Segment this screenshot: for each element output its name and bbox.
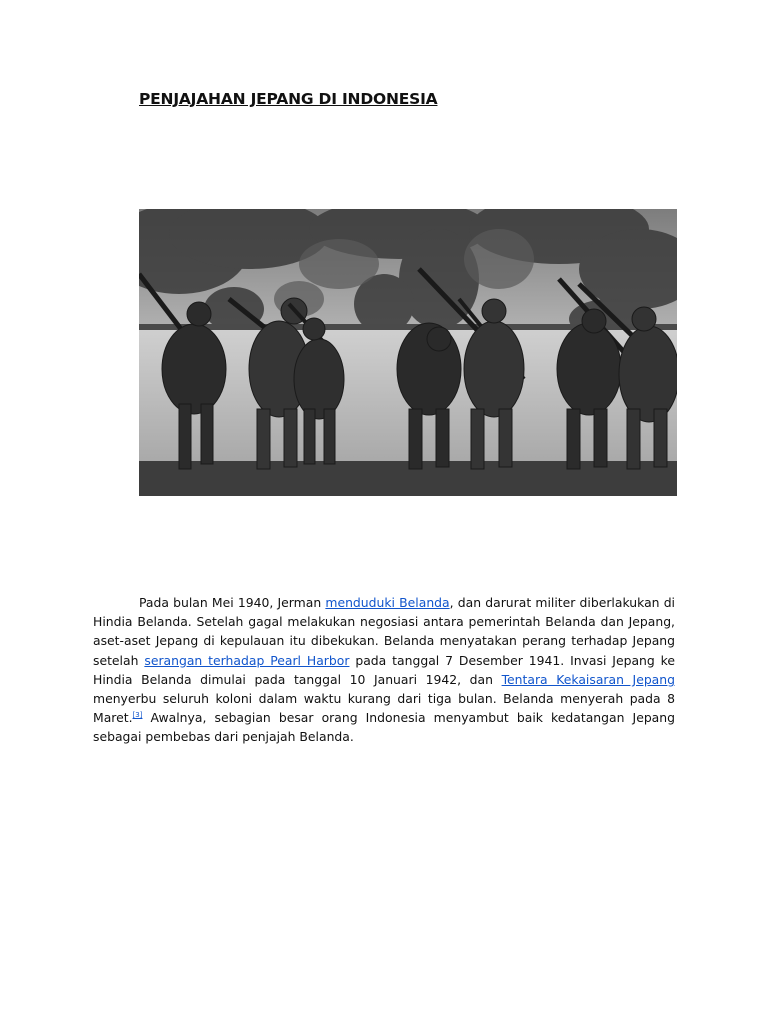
footnote-ref bbox=[133, 711, 143, 719]
paragraph-text-1: Pada bulan Mei 1940, Jerman bbox=[139, 595, 326, 610]
paragraph-text-5: Awalnya, sebagian besar orang Indonesia menyambut baik kedatangan Jepang sebagai pembebas dari penjajah Belanda. bbox=[93, 710, 675, 745]
footnote-link[interactable]: [3] bbox=[132, 711, 143, 720]
link-tentara-kekaisaran-jepang[interactable]: Tentara Kekaisaran Jepang bbox=[501, 671, 675, 687]
document-title: PENJAJAHAN JEPANG DI INDONESIA bbox=[139, 90, 438, 108]
paragraph-text-3: pada tanggal 7 Desember 1941. Invasi Jepang ke Hindia Belanda dimulai pada tanggal 10 Januari 1942, dan bbox=[93, 652, 676, 687]
paragraph-text-4: menyerbu seluruh koloni dalam waktu kurang dari tiga bulan. Belanda menyerah pada 8 Maret. bbox=[93, 691, 675, 726]
body-paragraph bbox=[93, 593, 675, 747]
link-menduduki-belanda[interactable]: menduduki Belanda bbox=[325, 595, 450, 610]
link-serangan-pearl-harbor[interactable]: serangan terhadap Pearl Harbor bbox=[144, 652, 350, 668]
paragraph-text-2: , dan darurat militer diberlakukan di Hindia Belanda. Setelah gagal melakukan negosiasi antara pemerintah Belanda dan Jepang, aset-aset Jepang di kepulauan itu dibekukan. Belanda menyatakan perang terhadap Jepang setelah bbox=[93, 595, 675, 668]
photo-soldiers-marching bbox=[139, 209, 677, 496]
